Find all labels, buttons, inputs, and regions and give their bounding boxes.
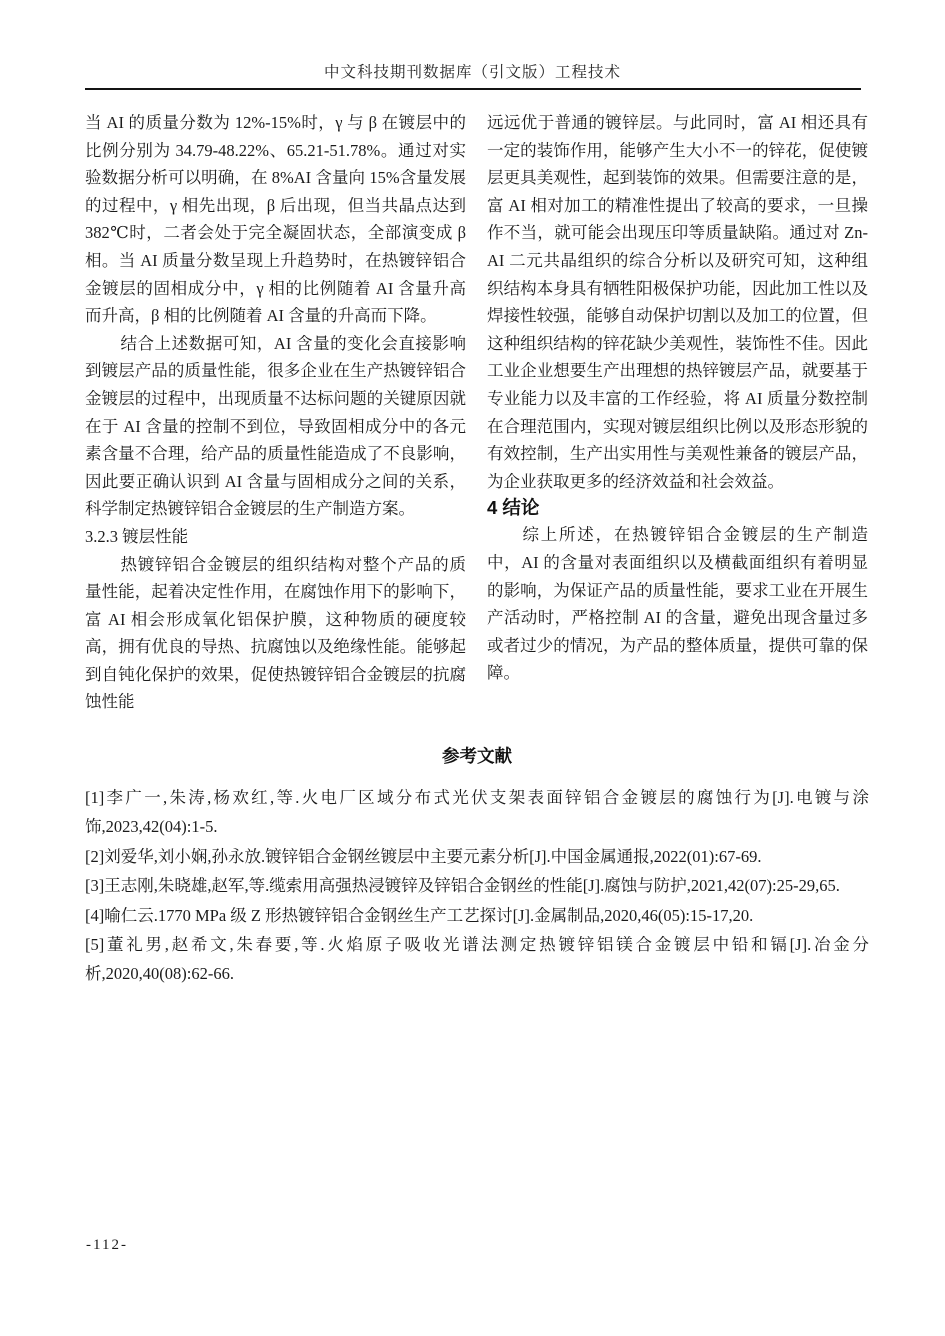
body-paragraph-continuation: 当 AI 的质量分数为 12%-15%时，γ 与 β 在镀层中的比例分别为 34.79-48.22%、65.21-51.78%。通过对实验数据分析可以明确，在 8%AI 含量向 15%含量发展的过程中，γ 相先出现，β 后出现，但当共晶点达到 382℃时，二者会处于完全凝固状态，全部演变成 β 相。当 AI 质量分数呈现上升趋势时，在热镀锌铝合金镀层的固相成分中，γ 相的比例随着 AI 含量升高而升高，β 相的比例随着 AI 含量的升高而下降。: [85, 113, 466, 326]
left-column: [85, 109, 466, 716]
reference-item: [3]王志刚,朱晓雄,赵军,等.缆索用高强热浸镀锌及锌铝合金钢丝的性能[J].腐蚀与防护,2021,42(07):25-29,65.: [85, 876, 840, 896]
references-heading: 参考文献: [442, 746, 512, 766]
references-section: [85, 743, 869, 989]
body-paragraph: 综上所述，在热镀锌铝合金镀层的生产制造中，AI 的含量对表面组织以及横截面组织有着明显的影响，为保证产品的质量性能，要求工业在开展生产活动时，严格控制 AI 的含量，避免出现含量过多或者过少的情况，为产品的整体质量，提供可靠的保障。: [487, 525, 868, 683]
reference-item: [4]喻仁云.1770 MPa 级 Z 形热镀锌铝合金钢丝生产工艺探讨[J].金属制品,2020,46(05):15-17,20.: [85, 905, 754, 925]
reference-item: [5]董礼男,赵希文,朱春要,等.火焰原子吸收光谱法测定热镀锌铝镁合金镀层中铅和镉[J].冶金分析,2020,40(08):62-66.: [85, 935, 869, 984]
body-paragraph: 热镀锌铝合金镀层的组织结构对整个产品的质量性能，起着决定性作用，在腐蚀作用下的影响下，富 AI 相会形成氧化铝保护膜，这种物质的硬度较高，拥有优良的导热、抗腐蚀以及绝缘性能。能够起到自钝化保护的效果，促使热镀锌铝合金镀层的抗腐蚀性能: [85, 554, 466, 712]
right-column: [487, 109, 868, 716]
journal-header-title: 中文科技期刊数据库（引文版）工程技术: [323, 64, 621, 81]
body-paragraph-continuation: 远远优于普通的镀锌层。与此同时，富 AI 相还具有一定的装饰作用，能够产生大小不一的锌花，促使镀层更具美观性，起到装饰的效果。但需要注意的是，富 AI 相对加工的精准性提出了较高的要求，一旦操作不当，就可能会出现压印等质量缺陷。通过对 Zn-AI 二元共晶组织的综合分析以及研究可知，这种组织结构本身具有牺牲阳极保护功能，因此加工性以及焊接性较强，能够自动保护切割以及加工的位置，但这种组织结构的锌花缺少美观性，装饰性不佳。因此工业企业想要生产出理想的热锌镀层产品，就要基于专业能力以及丰富的工作经验，将 AI 质量分数控制在合理范围内，实现对镀层组织比例以及形态形貌的有效控制，生产出实用性与美观性兼备的镀层产品，为企业获取更多的经济效益和社会效益。: [487, 113, 868, 491]
page-number: -112-: [86, 1237, 128, 1253]
reference-item: [1]李广一,朱涛,杨欢红,等.火电厂区域分布式光伏支架表面锌铝合金镀层的腐蚀行为[J].电镀与涂饰,2023,42(04):1-5.: [85, 788, 869, 837]
header-divider: [85, 88, 861, 90]
body-paragraph: 结合上述数据可知，AI 含量的变化会直接影响到镀层产品的质量性能，很多企业在生产热镀锌铝合金镀层的过程中，出现质量不达标问题的关键原因就在于 AI 含量的控制不到位，导致固相成分中的各元素含量不合理，给产品的质量性能造成了不良影响，因此要正确认识到 AI 含量与固相成分之间的关系，科学制定热镀锌铝合金镀层的生产制造方案。: [85, 333, 466, 519]
reference-item: [2]刘爱华,刘小娴,孙永放.镀锌铝合金钢丝镀层中主要元素分析[J].中国金属通报,2022(01):67-69.: [85, 846, 762, 866]
section-heading-3-2-3: 3.2.3 镀层性能: [85, 526, 189, 546]
two-column-body: [85, 109, 868, 716]
section-heading-conclusion: 4 结论: [487, 497, 540, 519]
